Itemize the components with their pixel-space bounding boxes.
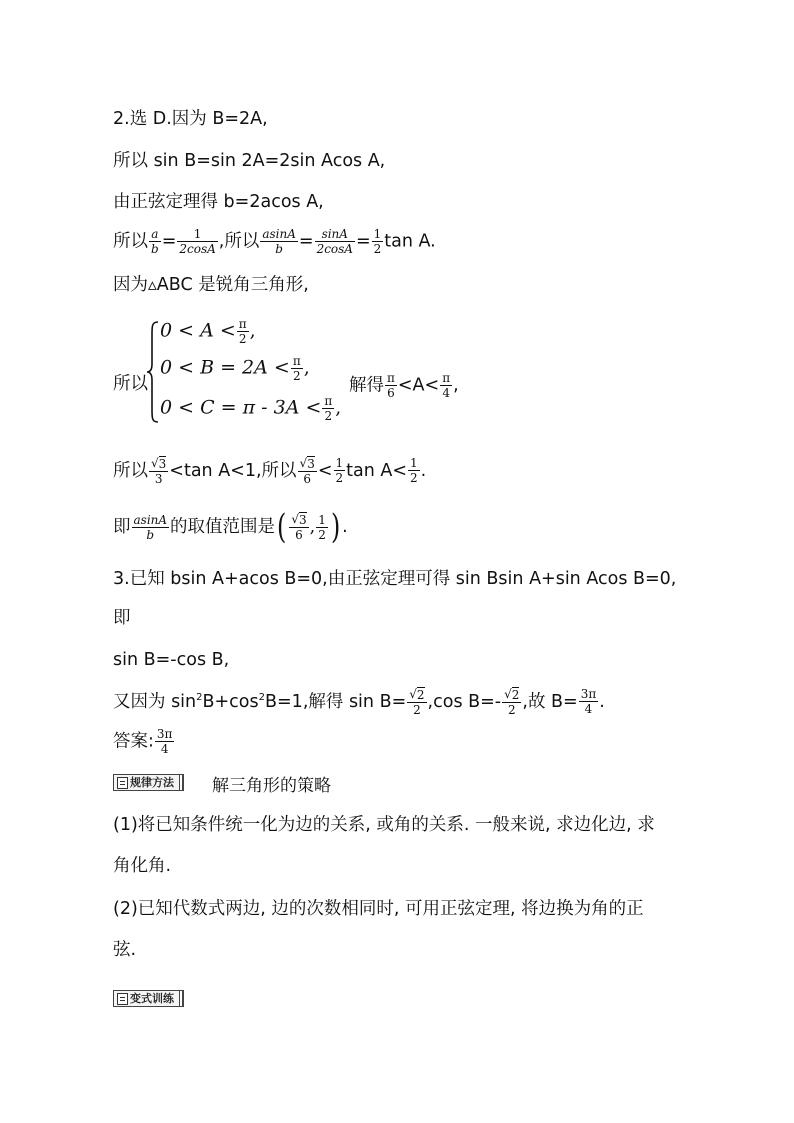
- p3-answer: 答案: $\frac{3\pi}{4}$: [113, 727, 173, 756]
- sys-row-3: 0 < C = π - 3A < $\frac{\pi}{2}$ ,: [160, 394, 342, 423]
- p2-line-2: 所以 sin B=sin 2A=2sin Acos A,: [113, 151, 386, 171]
- book-icon: [117, 777, 128, 789]
- book-icon: [117, 993, 128, 1005]
- p2-line-7: 所以 $\frac{√3}{3}$ <tan A<1,所以 $\frac{√3}{6}$ < $\frac{1}{2}$ tan A< $\frac{1}{2}$ .: [113, 456, 427, 486]
- right-paren: ): [330, 507, 341, 547]
- method-tag: 规律方法: [113, 774, 180, 791]
- sys-solution: 解得 $\frac{\pi}{6}$ <A< $\frac{\pi}{4}$ ,: [349, 371, 459, 400]
- method-title: 解三角形的策略: [212, 776, 331, 796]
- sys-row-1: 0 < A < $\frac{\pi}{2}$ ,: [160, 317, 256, 346]
- p2-line-1: 2.选 D.因为 B=2A,: [113, 109, 268, 129]
- p2-line-3: 由正弦定理得 b=2acos A,: [113, 192, 324, 212]
- method-p2b: 弦.: [113, 940, 137, 960]
- p3-line-3: sin B=-cos B,: [113, 650, 230, 670]
- p2-line-5: 因为▵ABC 是锐角三角形,: [113, 275, 309, 295]
- method-p1a: (1)将已知条件统一化为边的关系, 或角的关系. 一般来说, 求边化边, 求: [113, 815, 655, 835]
- p2-sys-prefix: 所以: [113, 374, 148, 394]
- p3-line-2: 即: [113, 608, 131, 628]
- method-p1b: 角化角.: [113, 856, 172, 876]
- p3-line-4: 又因为 $\sin^2B+\cos^2B=1$,解得 sin B= $\frac{√2}{2}$ ,cos B=- $\frac{√2}{2}$ ,故 B= $\frac{3\pi}{4}$ .: [113, 687, 605, 717]
- p2-line-8: 即 $\frac{asinA}{b}$ 的取值范围是( $\frac{√3}{6}$ , $\frac{1}{2}$ ) .: [113, 507, 348, 547]
- practice-tag: 变式训练: [113, 990, 180, 1007]
- left-paren: (: [277, 507, 287, 547]
- p3-line-1: 3.已知 bsin A+acos B=0,由正弦定理可得 sin Bsin A+sin Acos B=0,: [113, 569, 677, 589]
- p2-line-4: 所以 $\frac{a}{b}$ = $\frac{1}{2\cos A}$ ,所以 $\frac{asinA}{b}$ = $\frac{\sin A}{2\cos A}$ = $\frac{1}{2}$ tan A.: [113, 227, 436, 256]
- sys-row-2: 0 < B = 2A < $\frac{\pi}{2}$ ,: [160, 354, 310, 383]
- left-brace-icon: [146, 320, 160, 424]
- method-p2a: (2)已知代数式两边, 边的次数相同时, 可用正弦定理, 将边换为角的正: [113, 899, 644, 919]
